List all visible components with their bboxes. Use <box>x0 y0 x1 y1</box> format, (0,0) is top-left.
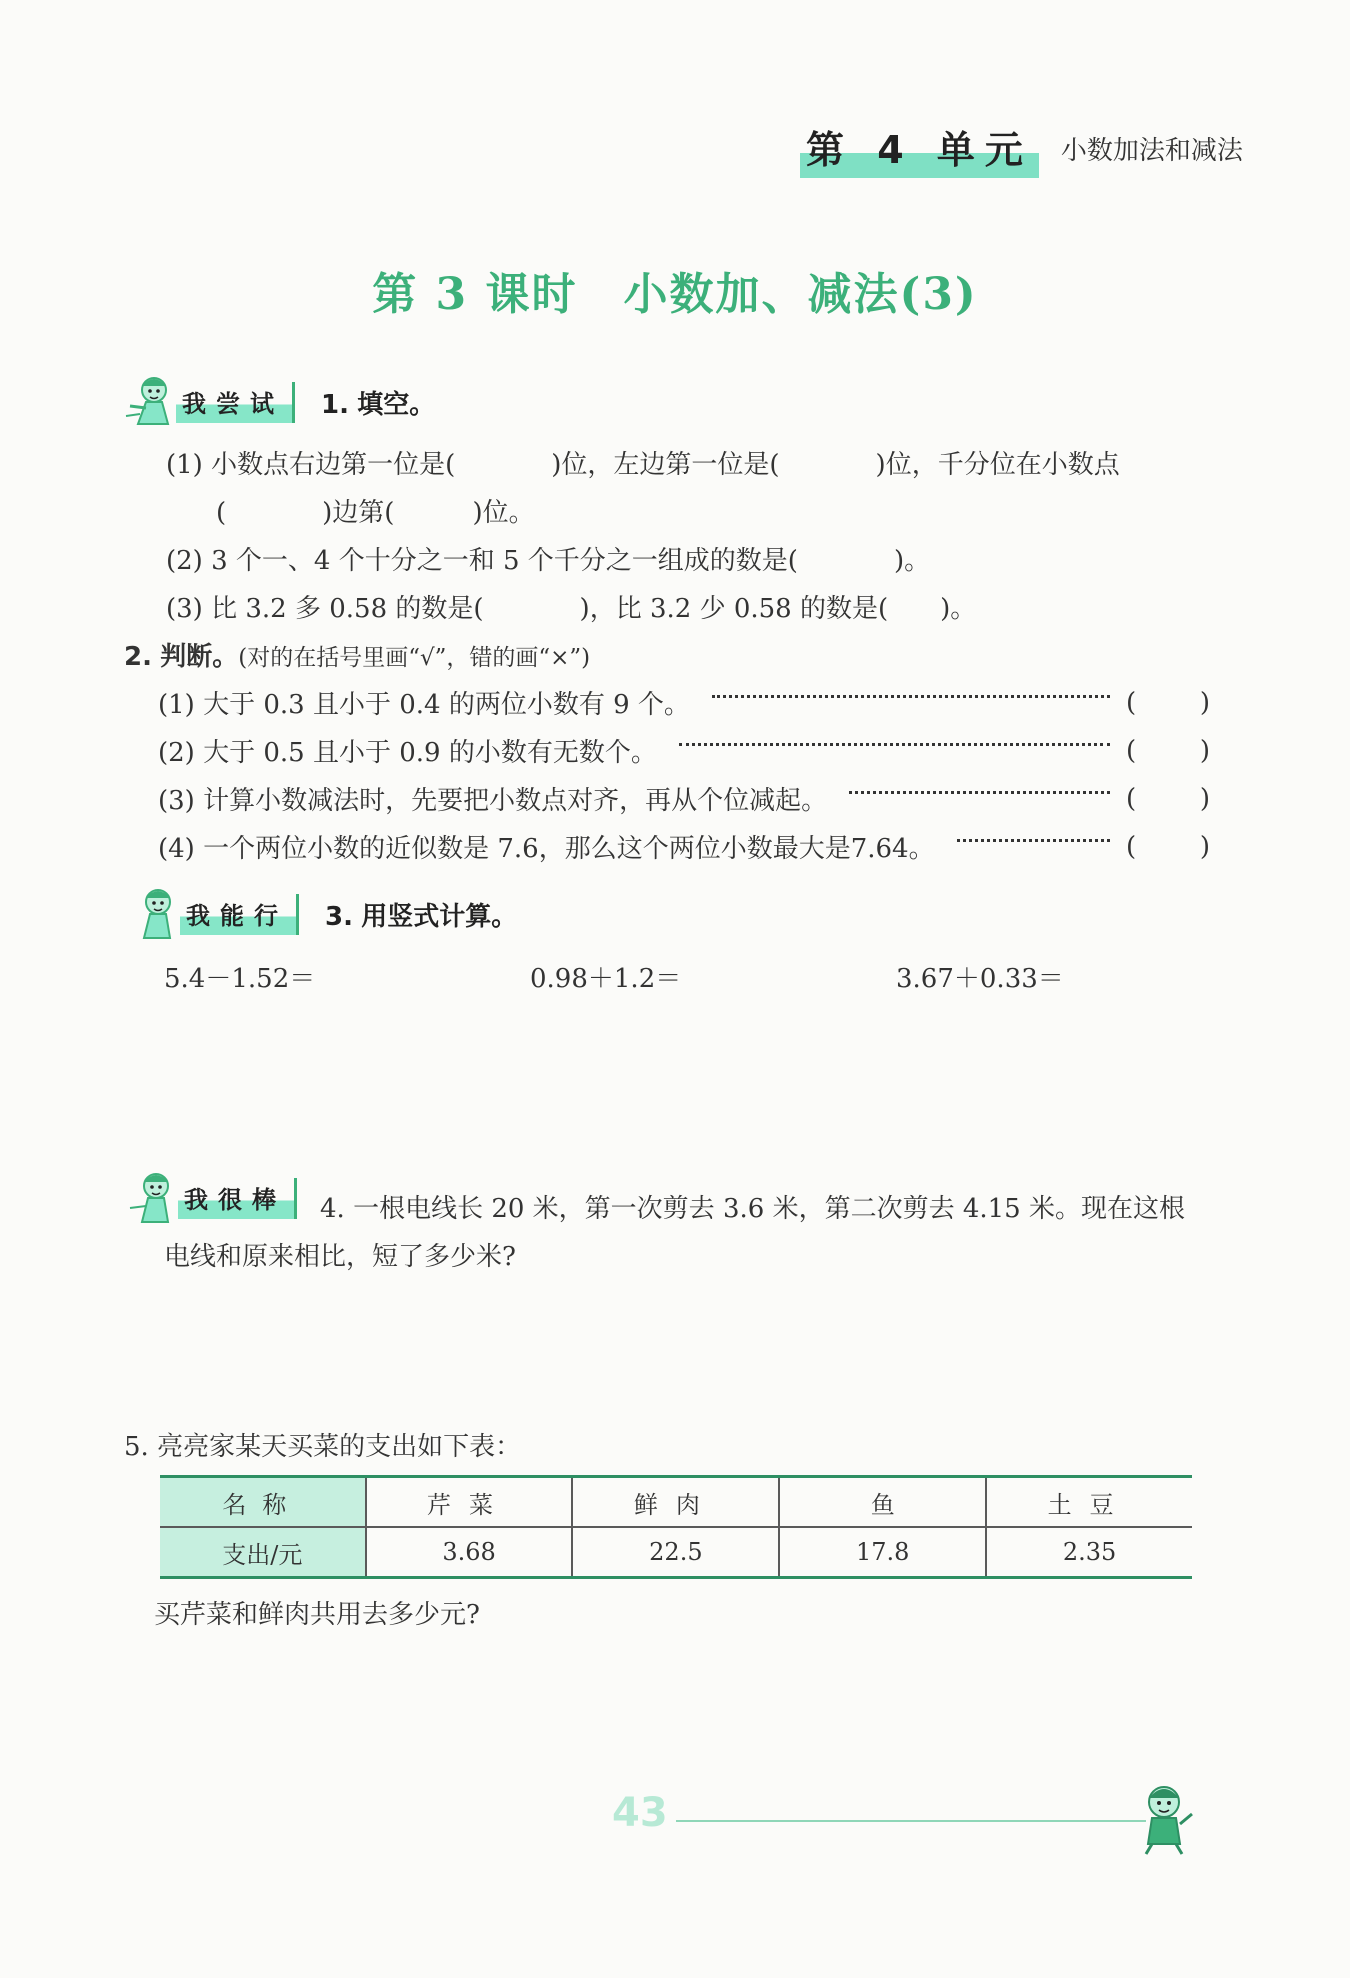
q1-title: 填空。 <box>357 389 436 420</box>
judge-text: (4) 一个两位小数的近似数是 7.6，那么这个两位小数最大是7.64。 <box>158 834 935 864</box>
answer-paren[interactable]: ( ) <box>1126 735 1210 766</box>
expense-table <box>160 1475 1192 1579</box>
unit-subtitle: 小数加法和减法 <box>1060 135 1243 166</box>
q2-number: 2. <box>124 642 152 672</box>
fill-text: (2) 3 个一、4 个十分之一和 5 个千分之一组成的数是( <box>166 546 798 576</box>
unit-header <box>800 118 1243 178</box>
fill-line-1 <box>166 444 1120 481</box>
calc-problem-2: 0.98＋1.2＝ <box>530 964 682 994</box>
table-row <box>160 1477 1192 1528</box>
section-try-header <box>124 372 435 432</box>
q2-hint: (对的在括号里画“√”，错的画“×”) <box>238 645 591 671</box>
table-item: 鲜肉 <box>572 1477 779 1528</box>
footer-divider <box>676 1820 1146 1822</box>
dot-leader <box>957 839 1110 842</box>
mascot-boy-icon <box>1130 1780 1198 1856</box>
answer-paren[interactable]: ( ) <box>1126 783 1210 814</box>
section-great-label: 我很棒 <box>178 1178 297 1219</box>
fill-text: )位，千分位在小数点 <box>875 450 1120 480</box>
table-item: 芹菜 <box>366 1477 573 1528</box>
fill-line-3 <box>166 540 930 577</box>
dot-leader <box>712 695 1110 698</box>
judge-text: (3) 计算小数减法时，先要把小数点对齐，再从个位减起。 <box>158 786 828 816</box>
judge-item <box>158 780 1210 817</box>
calc-problem-1: 5.4－1.52＝ <box>164 964 316 994</box>
lesson-title <box>0 258 1350 322</box>
q3-number: 3. <box>325 901 353 932</box>
fill-line-4 <box>166 588 976 625</box>
table-value: 17.8 <box>779 1527 986 1578</box>
dot-leader <box>679 743 1110 746</box>
table-row-label: 支出/元 <box>160 1527 366 1578</box>
table-value: 22.5 <box>572 1527 779 1578</box>
q1-number: 1. <box>321 389 349 420</box>
table-value: 2.35 <box>986 1527 1192 1578</box>
section-try-label: 我尝试 <box>176 382 295 423</box>
dot-leader <box>849 791 1110 794</box>
page-number: 43 <box>612 1790 668 1836</box>
fill-text: (3) 比 3.2 多 0.58 的数是( <box>166 594 484 624</box>
q2-title: 判断。 <box>160 642 239 672</box>
q3-title: 用竖式计算。 <box>361 901 518 932</box>
q5-text: 5. 亮亮家某天买菜的支出如下表： <box>124 1432 522 1462</box>
lesson-number: 第 3 课时 <box>372 269 578 320</box>
judge-text: (2) 大于 0.5 且小于 0.9 的小数有无数个。 <box>158 738 657 768</box>
judge-text: (1) 大于 0.3 且小于 0.4 的两位小数有 9 个。 <box>158 690 690 720</box>
unit-title: 第 4 单元 <box>800 119 1039 178</box>
q1-heading <box>321 384 435 421</box>
fill-text: )位。 <box>472 498 535 528</box>
fill-text: )。 <box>893 546 931 576</box>
table-row <box>160 1527 1192 1578</box>
fill-text: )，比 3.2 少 0.58 的数是( <box>579 594 889 624</box>
fill-text: (1) 小数点右边第一位是( <box>166 450 456 480</box>
fill-text: )。 <box>940 594 977 624</box>
judge-item <box>158 684 1210 721</box>
q2-heading <box>124 636 590 673</box>
q5-question: 买芹菜和鲜肉共用去多少元? <box>154 1600 480 1630</box>
answer-paren[interactable]: ( ) <box>1126 687 1210 718</box>
table-item: 鱼 <box>779 1477 986 1528</box>
mascot-girl-icon <box>128 884 184 944</box>
table-item: 土豆 <box>986 1477 1192 1528</box>
q3-heading <box>325 896 517 933</box>
judge-item <box>158 732 1210 769</box>
section-can-header <box>128 884 517 944</box>
fill-text: )位，左边第一位是( <box>551 450 780 480</box>
answer-paren[interactable]: ( ) <box>1126 831 1210 862</box>
q4-line-2: 电线和原来相比，短了多少米? <box>164 1242 516 1272</box>
q4-line-1: 4. 一根电线长 20 米，第一次剪去 3.6 米，第二次剪去 4.15 米。现在这根 <box>320 1194 1185 1224</box>
fill-line-2 <box>216 492 535 529</box>
mascot-girl-icon <box>124 372 180 432</box>
lesson-name: 小数加、减法(3) <box>623 269 978 320</box>
table-value: 3.68 <box>366 1527 573 1578</box>
calc-problem-3: 3.67＋0.33＝ <box>896 964 1064 994</box>
fill-text: )边第( <box>322 498 395 528</box>
mascot-girl-icon <box>126 1168 182 1228</box>
fill-text: ( <box>216 498 227 528</box>
judge-item <box>158 828 1210 865</box>
section-can-label: 我能行 <box>180 894 299 935</box>
table-header-label: 名称 <box>160 1477 366 1528</box>
section-great-header <box>126 1168 297 1228</box>
